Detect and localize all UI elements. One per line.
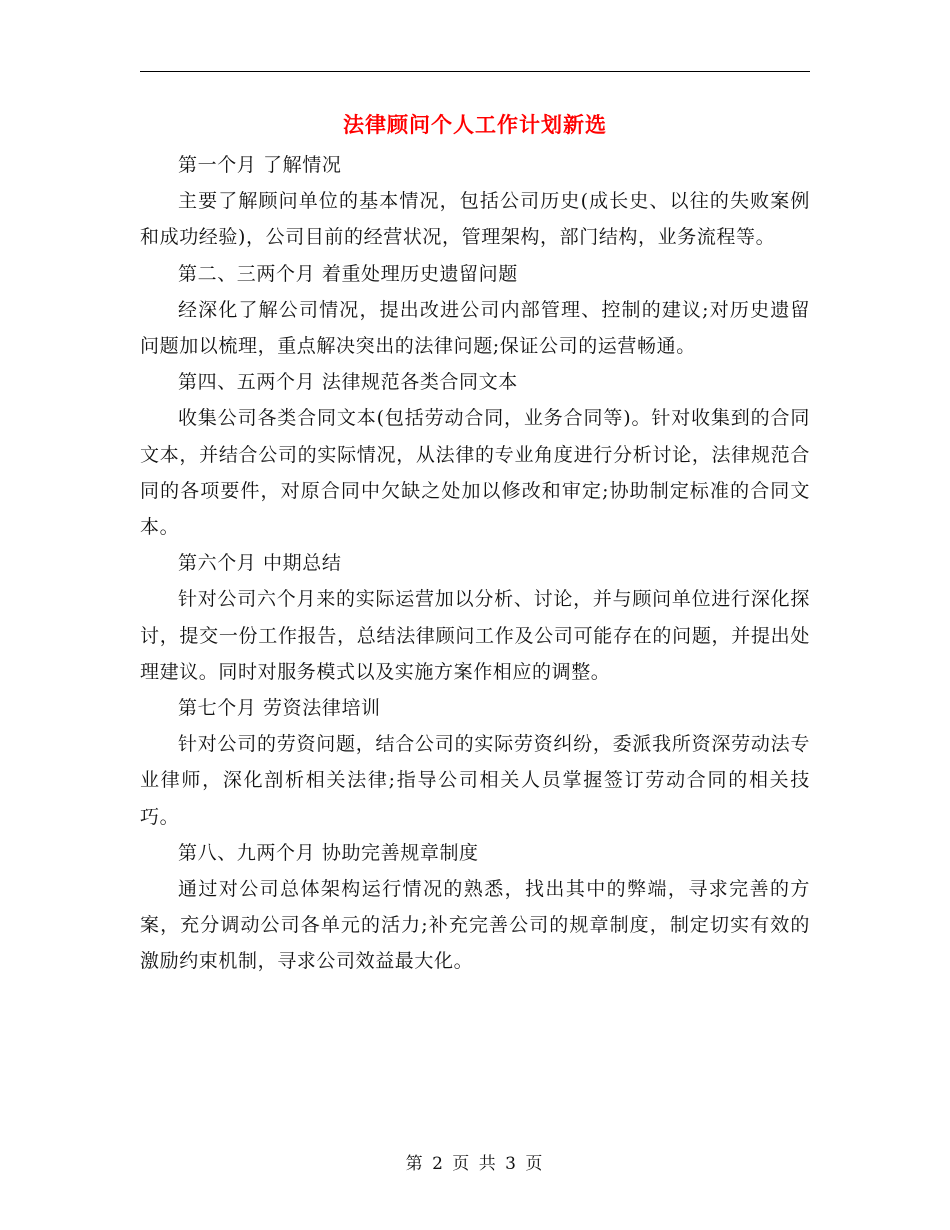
section-text-month-8-9: 通过对公司总体架构运行情况的熟悉，找出其中的弊端，寻求完善的方案，充分调动公司各单元的活力;补充完善公司的规章制度，制定切实有效的激励约束机制，寻求公司效益最大化。 <box>140 878 810 973</box>
section-text-month-2-3: 经深化了解公司情况，提出改进公司内部管理、控制的建议;对历史遗留问题加以梳理，重点解决突出的法律问题;保证公司的运营畅通。 <box>140 298 810 358</box>
section-text-month-1: 主要了解顾问单位的基本情况，包括公司历史(成长史、以往的失败案例和成功经验)，公司目前的经营状况，管理架构，部门结构，业务流程等。 <box>140 190 810 249</box>
section-heading-month-7: 第七个月 劳资法律培训 <box>178 697 381 720</box>
document-body <box>140 147 810 980</box>
document-title: 法律顾问个人工作计划新选 <box>343 112 607 137</box>
section-text-month-7: 针对公司的劳资问题，结合公司的实际劳资纠纷，委派我所资深劳动法专业律师，深化剖析相关法律;指导公司相关人员掌握签订劳动合同的相关技巧。 <box>140 733 810 828</box>
section-text-month-4-5: 收集公司各类合同文本(包括劳动合同，业务合同等)。针对收集到的合同文本，并结合公司的实际情况，从法律的专业角度进行分析讨论，法律规范合同的各项要件，对原合同中欠缺之处加以修改和审定;协助制定标准的合同文本。 <box>140 407 810 539</box>
section-text-month-6: 针对公司六个月来的实际运营加以分析、讨论，并与顾问单位进行深化探讨，提交一份工作报告，总结法律顾问工作及公司可能存在的问题，并提出处理建议。同时对服务模式以及实施方案作相应的调整。 <box>140 588 810 683</box>
page-number: 第 2 页 共 3 页 <box>405 1154 545 1174</box>
section-heading-month-6: 第六个月 中期总结 <box>178 552 342 575</box>
section-heading-month-4-5: 第四、五两个月 法律规范各类合同文本 <box>178 371 518 394</box>
section-heading-month-2-3: 第二、三两个月 着重处理历史遗留问题 <box>178 262 518 285</box>
header-rule <box>140 71 810 72</box>
section-heading-month-1: 第一个月 了解情况 <box>178 154 342 176</box>
section-heading-month-8-9: 第八、九两个月 协助完善规章制度 <box>178 841 479 864</box>
